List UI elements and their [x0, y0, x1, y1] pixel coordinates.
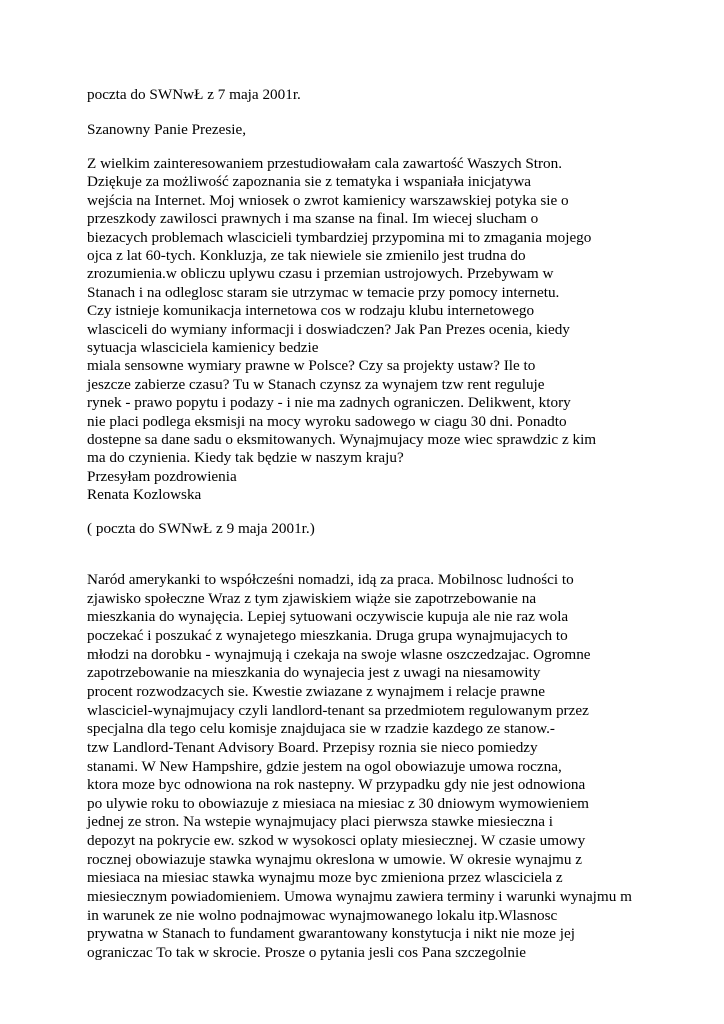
text-line: miesiaca na miesiac stawka wynajmu moze byc zmieniona przez wlasciciela z [87, 869, 563, 887]
text-line: Dziękuje za możliwość zapoznania sie z tematyka i wspaniała inicjatywa [87, 173, 532, 191]
text-line: rynek - prawo popytu i podazy - i nie ma zadnych ograniczen. Delikwent, ktory [87, 394, 571, 412]
text-line: Z wielkim zainteresowaniem przestudiowałam cala zawartość Waszych Stron. [87, 155, 563, 172]
text-line: po ulywie roku to obowiazuje z miesiaca na miesiac z 30 dniowym wymowieniem [87, 794, 589, 812]
text-line: rocznej obowiazuje stawka wynajmu okreslona w umowie. W okresie wynajmu z [87, 850, 583, 868]
text-line: procent rozwodzacych sie. Kwestie zwiazane z wynajmem i relacje prawne [87, 682, 545, 700]
text-line: Renata Kozlowska [87, 486, 202, 504]
text-line: ktora moze byc odnowiona na rok nastepny. W przypadku gdy nie jest odnowiona [87, 776, 586, 794]
text-line: wlasciciel-wynajmujacy czyli landlord-tenant sa przedmiotem regulowanym przez [87, 701, 589, 719]
text-line: ma do czynienia. Kiedy tak będzie w naszym kraju? [87, 449, 404, 467]
letter-1-header: poczta do SWNwŁ z 7 maja 2001r. [87, 86, 301, 103]
text-line: sytuacja wlasciciela kamienicy bedzie [87, 339, 319, 356]
text-line: Stanach i na odleglosc staram sie utrzymac w temacie przy pomocy internetu. [87, 283, 560, 301]
text-line: dostepne sa dane sadu o eksmitowanych. Wynajmujacy moze wiec sprawdzic z kim [87, 431, 597, 448]
text-line: przeszkody zawilosci prawnych i ma szanse na final. Im wiecej slucham o [87, 210, 539, 228]
text-line: Czy istnieje komunikacja internetowa cos w rodzaju klubu internetowego [87, 302, 535, 320]
text-line: prywatna w Stanach to fundament gwarantowany konstytucja i nikt nie moze jej [87, 925, 575, 943]
text-line: in warunek ze nie wolno podnajmowac wynajmowanego lokalu itp.Wlasnosc [87, 906, 558, 924]
text-line: stanami. W New Hampshire, gdzie jestem na ogol obowiazuje umowa roczna, [87, 757, 562, 775]
text-line: biezacych problemach wlascicieli tymbardziej przypomina mi to zmagania mojego [87, 228, 592, 246]
text-line: miala sensowne wymiary prawne w Polsce? Czy sa projekty ustaw? Ile to [87, 357, 536, 375]
text-line: tzw Landlord-Tenant Advisory Board. Przepisy roznia sie nieco pomiedzy [87, 738, 538, 756]
text-line: młodzi na dorobku - wynajmują i czekaja na swoje wlasne oszczedzajac. Ogromne [87, 645, 591, 663]
text-line: jednej ze stron. Na wstepie wynajmujacy placi pierwsza stawke miesieczna i [87, 813, 553, 831]
letter-2-header: ( poczta do SWNwŁ z 9 maja 2001r.) [87, 520, 315, 537]
text-line: specjalna dla tego celu komisje znajdujaca sie w rzadzie kazdego ze stanow.- [87, 720, 555, 738]
text-line: zrozumienia.w obliczu uplywu czasu i przemian ustrojowych. Przebywam w [87, 265, 554, 283]
text-line: poczekać i poszukać z wynajetego mieszkania. Druga grupa wynajmujacych to [87, 626, 568, 644]
text-line: Przesyłam pozdrowienia [87, 467, 237, 485]
text-line: mieszkania do wynajęcia. Lepiej sytuowani oczywiscie kupuja ale nie raz wola [87, 608, 569, 626]
text-line: jeszcze zabierze czasu? Tu w Stanach czynsz za wynajem tzw rent reguluje [87, 375, 545, 393]
text-line: depozyt na pokrycie ew. szkod w wysokosci oplaty miesiecznej. W czasie umowy [87, 832, 586, 850]
text-line: ograniczac To tak w skrocie. Prosze o pytania jesli cos Pana szczegolnie [87, 944, 526, 961]
text-line: zjawisko społeczne Wraz z tym zjawiskiem wiąże sie zapotrzebowanie na [87, 589, 537, 607]
text-line: wejścia na Internet. Moj wniosek o zwrot kamienicy warszawskiej potyka sie o [87, 191, 569, 209]
text-line: nie placi podlega eksmisji na mocy wyroku sadowego w ciagu 30 dni. Ponadto [87, 412, 567, 430]
letter-1-salutation: Szanowny Panie Prezesie, [87, 121, 247, 138]
text-line: Naród amerykanki to współcześni nomadzi, idą za praca. Mobilnosc ludności to [87, 571, 574, 588]
text-line: zapotrzebowanie na mieszkania do wynajecia jest z uwagi na niesamowity [87, 664, 541, 682]
text-line: miesiecznym powiadomieniem. Umowa wynajmu zawiera terminy i warunki wynajmu m [87, 888, 632, 906]
text-line: wlasciceli do wymiany informacji i doswiadczen? Jak Pan Prezes ocenia, kiedy [87, 320, 570, 338]
text-line: ojca z lat 60-tych. Konkluzja, ze tak niewiele sie zmienilo jest trudna do [87, 247, 526, 264]
